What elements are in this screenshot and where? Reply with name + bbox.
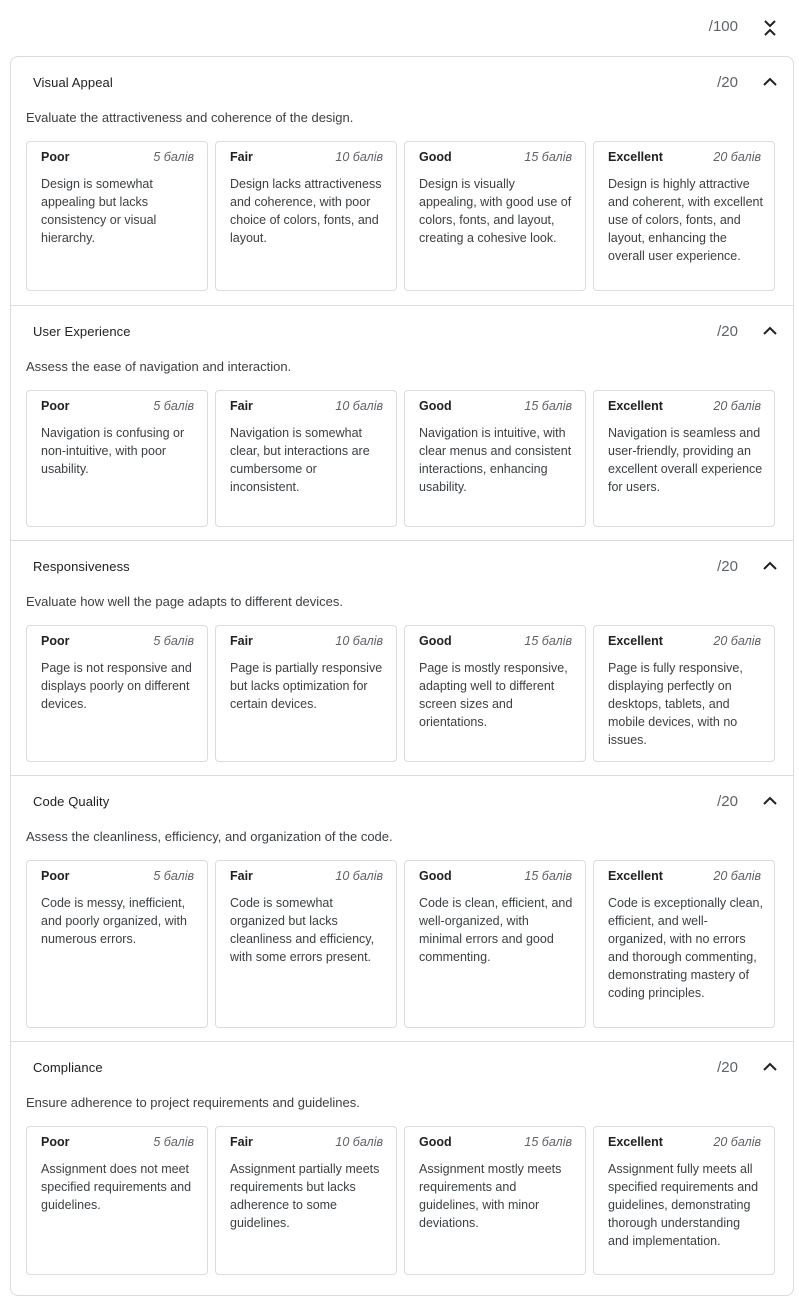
- level-name: Excellent: [608, 1135, 663, 1149]
- chevron-up-icon[interactable]: [761, 1058, 779, 1076]
- level-points: 15 балів: [524, 1135, 572, 1149]
- level-points: 10 балів: [335, 1135, 383, 1149]
- level-points: 5 балів: [153, 634, 194, 648]
- level-card-good[interactable]: [404, 860, 586, 1028]
- criterion-description: Ensure adherence to project requirements and guidelines.: [26, 1095, 360, 1110]
- criterion-compliance: [11, 1041, 794, 1296]
- level-name: Good: [419, 1135, 452, 1149]
- level-points: 10 балів: [335, 399, 383, 413]
- criterion-title: Responsiveness: [33, 559, 130, 574]
- level-card-excellent[interactable]: [593, 625, 775, 762]
- chevron-up-icon[interactable]: [761, 557, 779, 575]
- level-points: 10 балів: [335, 634, 383, 648]
- level-description: Navigation is confusing or non-intuitive, with poor usability.: [41, 426, 185, 476]
- level-points: 20 балів: [713, 399, 761, 413]
- level-name: Poor: [41, 150, 70, 164]
- level-points: 20 балів: [713, 150, 761, 164]
- level-points: 10 балів: [335, 150, 383, 164]
- criterion-points: /20: [717, 793, 738, 810]
- level-card-excellent[interactable]: [593, 860, 775, 1028]
- collapse-all-icon[interactable]: [760, 16, 780, 40]
- level-card-good[interactable]: [404, 141, 586, 291]
- level-description: Assignment mostly meets requirements and guidelines, with minor deviations.: [419, 1162, 562, 1230]
- criterion-visual-appeal: [11, 57, 794, 305]
- level-points: 20 балів: [713, 634, 761, 648]
- level-name: Good: [419, 869, 452, 883]
- criterion-points: /20: [717, 74, 738, 91]
- level-name: Fair: [230, 399, 253, 413]
- level-points: 10 балів: [335, 869, 383, 883]
- level-points: 15 балів: [524, 399, 572, 413]
- chevron-up-icon[interactable]: [761, 322, 779, 340]
- level-card-poor[interactable]: [26, 390, 208, 527]
- criterion-description: Evaluate the attractiveness and coherence of the design.: [26, 110, 354, 125]
- level-name: Excellent: [608, 150, 663, 164]
- level-points: 5 балів: [153, 399, 194, 413]
- level-description: Code is clean, efficient, and well-organized, with minimal errors and good commenting.: [419, 896, 573, 964]
- level-card-poor[interactable]: [26, 141, 208, 291]
- level-card-good[interactable]: [404, 1126, 586, 1275]
- level-description: Design lacks attractiveness and coherence, with poor choice of colors, fonts, and layout.: [230, 177, 382, 245]
- level-name: Good: [419, 150, 452, 164]
- level-description: Page is fully responsive, displaying perfectly on desktops, tablets, and mobile devices, with no issues.: [608, 661, 743, 747]
- level-card-excellent[interactable]: [593, 390, 775, 527]
- level-description: Design is somewhat appealing but lacks consistency or visual hierarchy.: [41, 177, 157, 245]
- level-card-fair[interactable]: [215, 1126, 397, 1275]
- level-name: Poor: [41, 1135, 70, 1149]
- criterion-code-quality: [11, 775, 794, 1041]
- level-description: Assignment does not meet specified requirements and guidelines.: [41, 1162, 192, 1212]
- level-description: Assignment fully meets all specified requirements and guidelines, demonstrating thorough understanding and implementation.: [608, 1162, 759, 1248]
- criterion-title: User Experience: [33, 324, 131, 339]
- level-description: Navigation is somewhat clear, but interactions are cumbersome or inconsistent.: [230, 426, 370, 494]
- chevron-up-icon[interactable]: [761, 73, 779, 91]
- level-name: Good: [419, 399, 452, 413]
- level-name: Excellent: [608, 634, 663, 648]
- level-name: Excellent: [608, 869, 663, 883]
- level-card-fair[interactable]: [215, 141, 397, 291]
- level-card-fair[interactable]: [215, 860, 397, 1028]
- level-description: Code is messy, inefficient, and poorly organized, with numerous errors.: [41, 896, 187, 946]
- level-description: Page is not responsive and displays poorly on different devices.: [41, 661, 192, 711]
- criterion-points: /20: [717, 323, 738, 340]
- level-card-poor[interactable]: [26, 625, 208, 762]
- level-description: Navigation is intuitive, with clear menus and consistent interactions, enhancing usability.: [419, 426, 572, 494]
- level-card-fair[interactable]: [215, 390, 397, 527]
- criterion-description: Evaluate how well the page adapts to different devices.: [26, 594, 344, 609]
- level-points: 15 балів: [524, 150, 572, 164]
- level-card-good[interactable]: [404, 625, 586, 762]
- level-card-good[interactable]: [404, 390, 586, 527]
- level-points: 5 балів: [153, 150, 194, 164]
- level-card-poor[interactable]: [26, 860, 208, 1028]
- level-description: Code is somewhat organized but lacks cleanliness and efficiency, with some errors present.: [230, 896, 375, 964]
- criterion-title: Compliance: [33, 1060, 103, 1075]
- level-description: Page is partially responsive but lacks optimization for certain devices.: [230, 661, 383, 711]
- criterion-description: Assess the ease of navigation and interaction.: [26, 359, 292, 374]
- level-description: Design is visually appealing, with good use of colors, fonts, and layout, creating a cohesive look.: [419, 177, 572, 245]
- level-points: 20 балів: [713, 869, 761, 883]
- criterion-user-experience: [11, 305, 794, 540]
- level-description: Code is exceptionally clean, efficient, and well-organized, with no errors and thorough commenting, demonstrating mastery of coding principles.: [608, 896, 763, 1000]
- level-card-excellent[interactable]: [593, 1126, 775, 1275]
- level-name: Fair: [230, 869, 253, 883]
- rubric-header: [0, 0, 799, 54]
- total-points: /100: [708, 18, 738, 35]
- level-card-poor[interactable]: [26, 1126, 208, 1275]
- level-points: 15 балів: [524, 869, 572, 883]
- level-points: 5 балів: [153, 869, 194, 883]
- level-name: Poor: [41, 869, 70, 883]
- level-points: 20 балів: [713, 1135, 761, 1149]
- level-name: Fair: [230, 1135, 253, 1149]
- level-points: 5 балів: [153, 1135, 194, 1149]
- level-card-excellent[interactable]: [593, 141, 775, 291]
- criterion-title: Code Quality: [33, 794, 110, 809]
- criterion-description: Assess the cleanliness, efficiency, and organization of the code.: [26, 829, 393, 844]
- criterion-points: /20: [717, 558, 738, 575]
- criterion-responsiveness: [11, 540, 794, 775]
- level-card-fair[interactable]: [215, 625, 397, 762]
- criterion-points: /20: [717, 1059, 738, 1076]
- level-name: Good: [419, 634, 452, 648]
- rubric-list: [10, 56, 794, 1296]
- level-name: Excellent: [608, 399, 663, 413]
- level-name: Poor: [41, 634, 70, 648]
- level-name: Fair: [230, 150, 253, 164]
- level-description: Navigation is seamless and user-friendly, providing an excellent overall experience for users.: [608, 426, 763, 494]
- level-description: Assignment partially meets requirements but lacks adherence to some guidelines.: [230, 1162, 380, 1230]
- level-description: Design is highly attractive and coherent, with excellent use of colors, fonts, and layout, enhancing the overall user experience.: [608, 177, 763, 263]
- criterion-title: Visual Appeal: [33, 75, 113, 90]
- level-description: Page is mostly responsive, adapting well to different screen sizes and orientations.: [419, 661, 568, 729]
- level-name: Fair: [230, 634, 253, 648]
- level-name: Poor: [41, 399, 70, 413]
- level-points: 15 балів: [524, 634, 572, 648]
- chevron-up-icon[interactable]: [761, 792, 779, 810]
